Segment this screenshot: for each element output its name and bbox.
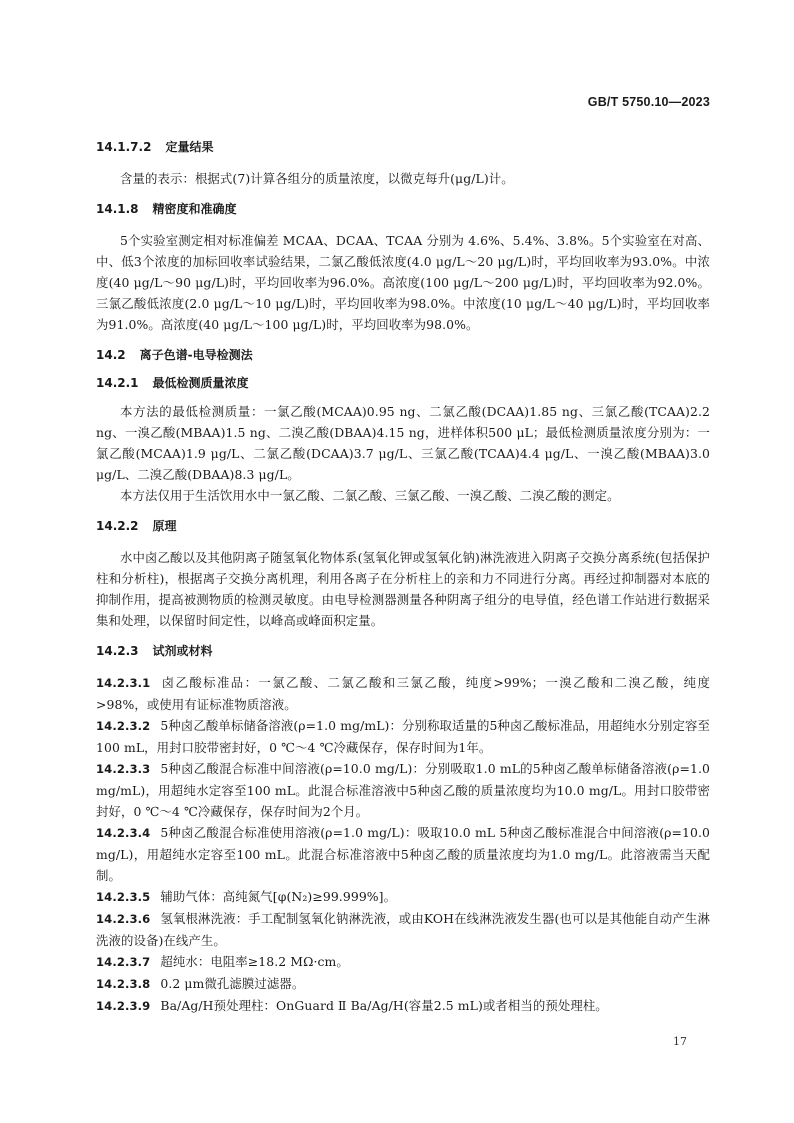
item-text: 5种卤乙酸混合标准使用溶液(ρ=1.0 mg/L)：吸取10.0 mL 5种卤乙酸标准混合中间溶液(ρ=10.0 mg/L)，用超纯水定容至100 mL。此混合标准溶液中5种卤乙酸的质量浓度均为1.0 mg/L。此溶液需当天配制。: [96, 825, 710, 883]
paragraph-14-1-7-2: 含量的表示：根据式(7)计算各组分的质量浓度，以微克每升(μg/L)计。: [120, 171, 514, 186]
item-text: Ba/Ag/H预处理柱：OnGuard Ⅱ Ba/Ag/H(容量2.5 mL)或者相当的预处理柱。: [160, 998, 608, 1013]
heading-number: 14.2: [96, 348, 126, 362]
item-label: 14.2.3.7: [96, 955, 151, 969]
item-text: 超纯水：电阻率≥18.2 MΩ·cm。: [160, 954, 349, 969]
list-item: [96, 908, 710, 951]
item-label: 14.2.3.2: [96, 719, 151, 733]
list-item: [96, 995, 710, 1017]
list-item: [96, 973, 710, 995]
heading-14-2-2: [96, 516, 710, 537]
list-item: [96, 758, 710, 822]
item-label: 14.2.3.9: [96, 999, 151, 1013]
heading-title: 定量结果: [165, 140, 214, 154]
heading-number: 14.2.3: [96, 644, 139, 658]
item-text: 氢氧根淋洗液：手工配制氢氧化钠淋洗液，或由KOH在线淋洗液发生器(也可以是其他能自动产生淋洗液的设备)在线产生。: [96, 911, 710, 948]
standard-code: GB/T 5750.10—2023: [587, 95, 710, 109]
item-label: 14.2.3.8: [96, 977, 151, 991]
paragraph-14-2-2: 水中卤乙酸以及其他阴离子随氢氧化物体系(氢氧化钾或氢氧化钠)淋洗液进入阴离子交换分离系统(包括保护柱和分析柱)，根据离子交换分离机理，利用各离子在分析柱上的亲和力不同进行分离。再经过抑制器对本底的抑制作用，提高被测物质的检测灵敏度。由电导检测器测量各种阴离子组分的电导值，经色谱工作站进行数据采集和处理，以保留时间定性，以峰高或峰面积定量。: [96, 550, 710, 628]
paragraph-14-2-1-b: 本方法仅用于生活饮用水中一氯乙酸、二氯乙酸、三氯乙酸、一溴乙酸、二溴乙酸的测定。: [120, 488, 620, 503]
item-text: 5种卤乙酸混合标准中间溶液(ρ=10.0 mg/L)：分别吸取1.0 mL的5种卤乙酸单标储备溶液(ρ=1.0 mg/mL)，用超纯水定容至100 mL。此混合标准溶液中5种卤乙酸的质量浓度均为10.0 mg/L。用封口胶带密封好，0 ℃～4 ℃冷藏保存，保存时间为2个月。: [96, 761, 710, 819]
heading-number: 14.2.1: [96, 376, 139, 390]
list-item: [96, 886, 710, 908]
heading-title: 精密度和准确度: [152, 202, 237, 216]
paragraph-14-2-1-a: 本方法的最低检测质量：一氯乙酸(MCAA)0.95 ng、二氯乙酸(DCAA)1.85 ng、三氯乙酸(TCAA)2.2 ng、一溴乙酸(MBAA)1.5 ng、二溴乙酸(DBAA)4.15 ng，进样体积500 μL；最低检测质量浓度分别为：一氯乙酸(MCAA)1.9 μg/L、二氯乙酸(DCAA)3.7 μg/L、三氯乙酸(TCAA)4.4 μg/L、一溴乙酸(MBAA)3.0 μg/L、二溴乙酸(DBAA)8.3 μg/L。: [96, 404, 710, 482]
heading-14-1-8: [96, 199, 710, 220]
list-item: [96, 822, 710, 886]
heading-title: 试剂或材料: [152, 644, 213, 658]
item-label: 14.2.3.3: [96, 762, 151, 776]
item-text: 0.2 μm微孔滤膜过滤器。: [160, 976, 305, 991]
item-text: 5种卤乙酸单标储备溶液(ρ=1.0 mg/mL)：分别称取适量的5种卤乙酸标准品，用超纯水分别定容至100 mL，用封口胶带密封好，0 ℃～4 ℃冷藏保存，保存时间为1年。: [96, 718, 710, 755]
heading-title: 最低检测质量浓度: [152, 376, 249, 390]
item-label: 14.2.3.1: [96, 676, 151, 690]
item-label: 14.2.3.5: [96, 890, 151, 904]
heading-14-1-7-2: [96, 137, 710, 158]
paragraph-14-1-8: 5个实验室测定相对标准偏差 MCAA、DCAA、TCAA 分别为 4.6%、5.4%、3.8%。5个实验室在对高、中、低3个浓度的加标回收率试验结果，二氯乙酸低浓度(4.0 μg/L～20 μg/L)时，平均回收率为93.0%。中浓度(40 μg/L～90 μg/L)时，平均回收率为96.0%。高浓度(100 μg/L～200 μg/L)时，平均回收率为92.0%。三氯乙酸低浓度(2.0 μg/L～10 μg/L)时，平均回收率为98.0%。中浓度(10 μg/L～40 μg/L)时，平均回收率为91.0%。高浓度(40 μg/L～100 μg/L)时，平均回收率为98.0%。: [96, 233, 710, 332]
page-number: 17: [673, 1035, 687, 1048]
item-label: 14.2.3.6: [96, 912, 151, 926]
heading-number: 14.2.2: [96, 519, 139, 533]
page-content: [96, 137, 710, 1017]
heading-title: 离子色谱-电导检测法: [139, 348, 253, 362]
list-item: [96, 951, 710, 973]
heading-14-2-3: [96, 641, 710, 662]
item-text: 卤乙酸标准品：一氯乙酸、二氯乙酸和三氯乙酸，纯度>99%；一溴乙酸和二溴乙酸，纯度>98%，或使用有证标准物质溶液。: [96, 675, 710, 712]
list-item: [96, 715, 710, 758]
list-item: [96, 672, 710, 715]
heading-14-2: [96, 345, 710, 366]
heading-title: 原理: [152, 519, 177, 533]
heading-number: 14.1.7.2: [96, 140, 152, 154]
reagent-list: [96, 672, 710, 1017]
heading-14-2-1: [96, 373, 710, 394]
item-label: 14.2.3.4: [96, 826, 151, 840]
heading-number: 14.1.8: [96, 202, 139, 216]
item-text: 辅助气体：高纯氮气[φ(N₂)≥99.999%]。: [160, 889, 397, 904]
